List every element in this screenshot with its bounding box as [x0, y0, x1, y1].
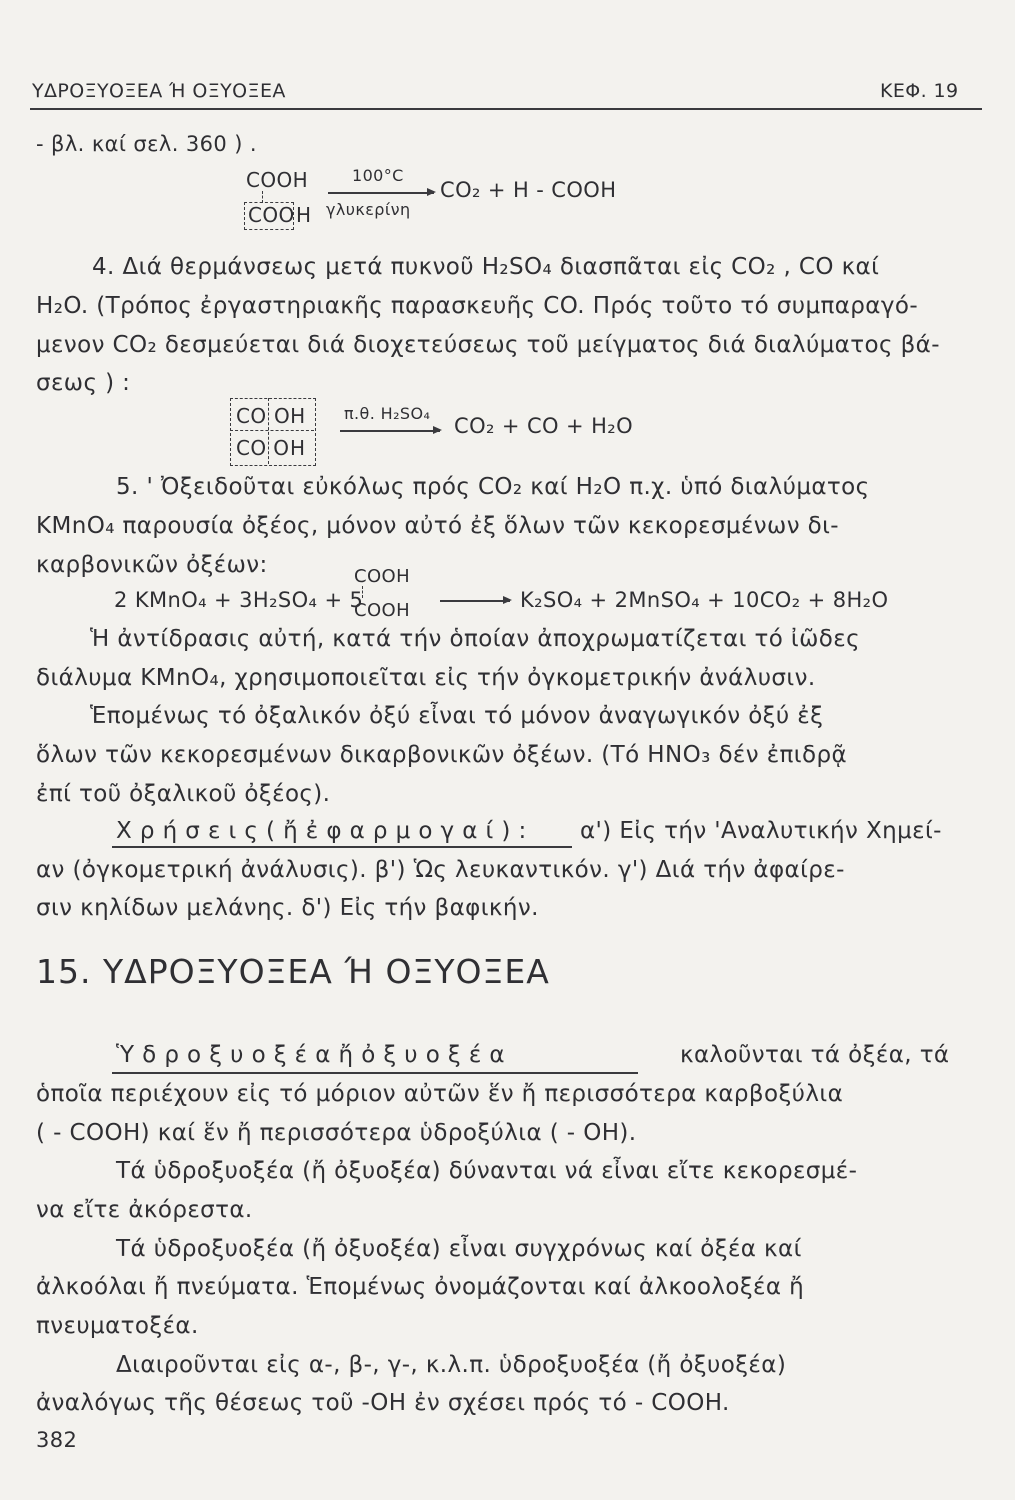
para5-line-2: KMnO₄ παρουσία ὀξέος, μόνον αὐτό ἐξ ὅλων τῶν κεκορεσμένων δι- [36, 513, 840, 539]
running-head-title: ΥΔΡΟΞΥΟΞΕΑ Ή ΟΞΥΟΞΕΑ [32, 80, 286, 102]
uses-heading: Χ ρ ή σ ε ι ς ( ἤ ἐ φ α ρ μ ο γ α ί ) : [116, 818, 527, 844]
eq1-arrow [328, 192, 434, 194]
eq2-dashed-divider [230, 430, 314, 431]
eq1-products: CO₂ + H - COOH [440, 178, 617, 202]
para4-line-2: H₂O. (Τρόπος ἐργαστηριακῆς παρασκευῆς CO. Πρός τοῦτο τό συμπαραγό- [36, 293, 919, 319]
para4-line-3: μενον CO₂ δεσμεύεται διά διοχετεύσεως τοῦ μείγματος διά διαλύματος βά- [36, 332, 940, 358]
eq1-condition-temp: 100°C [352, 166, 404, 185]
para5b-line-1: Ἡ ἀντίδρασις αὐτή, κατά τήν ὁποίαν ἀποχρωματίζεται τό ἰῶδες [90, 626, 860, 652]
body-line-6: ἀλκοόλαι ἤ πνεύματα. Ἑπομένως ὀνομάζονται καί ἀλκοολοξέα ἤ [36, 1274, 805, 1300]
para5b-line-2: διάλυμα KMnO₄, χρησιμοποιεῖται εἰς τήν ὀγκομετρικήν ἀνάλυσιν. [36, 665, 816, 691]
para4-line-1: 4. Διά θερμάνσεως μετά πυκνοῦ H₂SO₄ διασπᾶται εἰς CO₂ , CO καί [92, 254, 880, 280]
eq3-cooh-bottom: COOH [354, 600, 411, 621]
definition-term-underline [112, 1072, 638, 1074]
eq1-condition-solvent: γλυκερίνη [326, 200, 411, 219]
section-heading: 15. ΥΔΡΟΞΥΟΞΕΑ Ή ΟΞΥΟΞΕΑ [36, 952, 550, 991]
body-line-9: ἀναλόγως τῆς θέσεως τοῦ -OH ἐν σχέσει πρός τό - COOH. [36, 1390, 730, 1416]
header-rule [30, 108, 982, 110]
page-number: 382 [36, 1428, 78, 1452]
body-line-3: Τά ὑδροξυοξέα (ἤ ὀξυοξέα) δύνανται νά εἶναι εἴτε κεκορεσμέ- [116, 1158, 858, 1184]
eq3-reactants: 2 KMnO₄ + 3H₂SO₄ + 5 [114, 588, 364, 612]
body-line-7: πνευματοξέα. [36, 1313, 199, 1339]
body-line-8: Διαιροῦνται εἰς α-, β-, γ-, κ.λ.π. ὑδροξυοξέα (ἤ ὀξυοξέα) [116, 1352, 787, 1378]
para4-line-4: σεως ) : [36, 370, 131, 396]
uses-line-2: αν (ὀγκομετρική ἀνάλυσις). β') Ὡς λευκαντικόν. γ') Διά τήν ἀφαίρε- [36, 857, 845, 883]
para5-line-1: 5. ' Ὀξειδοῦται εὐκόλως πρός CO₂ καί H₂O π.χ. ὑπό διαλύματος [116, 474, 870, 500]
definition-rest: καλοῦνται τά ὀξέα, τά [680, 1042, 950, 1068]
eq3-products: K₂SO₄ + 2MnSO₄ + 10CO₂ + 8H₂O [520, 588, 889, 612]
uses-line-3: σιν κηλίδων μελάνης. δ') Εἰς τήν βαφικήν. [36, 895, 539, 921]
eq3-bond-line [362, 586, 363, 598]
uses-line-1: α') Εἰς τήν 'Αναλυτικήν Χημεί- [580, 818, 942, 844]
para5-line-3: καρβονικῶν ὀξέων: [36, 552, 268, 578]
body-line-4: να εἴτε ἀκόρεστα. [36, 1197, 253, 1223]
reference-note: - βλ. καί σελ. 360 ) . [36, 132, 257, 156]
body-line-5: Τά ὑδροξυοξέα (ἤ ὀξυοξέα) εἶναι συγχρόνως καί ὀξέα καί [116, 1236, 802, 1262]
eq2-h-bottom: H [290, 436, 306, 460]
eq2-products: CO₂ + CO + H₂O [454, 414, 634, 438]
eq2-co-top: CO [236, 404, 267, 428]
uses-heading-underline [112, 846, 572, 848]
eq3-cooh-top: COOH [354, 566, 411, 587]
para5b-line-4: ὅλων τῶν κεκορεσμένων δικαρβονικῶν ὀξέων. (Τό HNO₃ δέν ἐπιδρᾷ [36, 742, 848, 768]
eq2-arrow [340, 430, 440, 432]
eq2-condition: π.θ. H₂SO₄ [344, 404, 431, 423]
eq2-coo-bottom: CO O [236, 436, 290, 460]
body-line-2: ( - COOH) καί ἕν ἤ περισσότερα ὑδροξύλια ( - OH). [36, 1120, 637, 1146]
body-line-1: ὁποῖα περιέχουν εἰς τό μόριον αὐτῶν ἕν ἤ περισσότερα καρβοξύλια [36, 1081, 844, 1107]
eq1-cooh-top: COOH [246, 168, 309, 192]
eq1-coo-bottom: COO [248, 203, 295, 227]
chapter-label: ΚΕΦ. 19 [880, 80, 959, 102]
definition-term: Ὑ δ ρ ο ξ υ ο ξ έ α ἤ ὀ ξ υ ο ξ έ α [116, 1042, 505, 1068]
eq3-arrow [440, 600, 510, 602]
para5b-line-5: ἐπί τοῦ ὀξαλικοῦ ὀξέος). [36, 781, 331, 807]
para5b-line-3: Ἑπομένως τό ὀξαλικόν ὀξύ εἶναι τό μόνον ἀναγωγικόν ὀξύ ἐξ [90, 703, 824, 729]
eq1-h-bottom: H [296, 203, 312, 227]
eq2-oh-top: OH [274, 404, 306, 428]
